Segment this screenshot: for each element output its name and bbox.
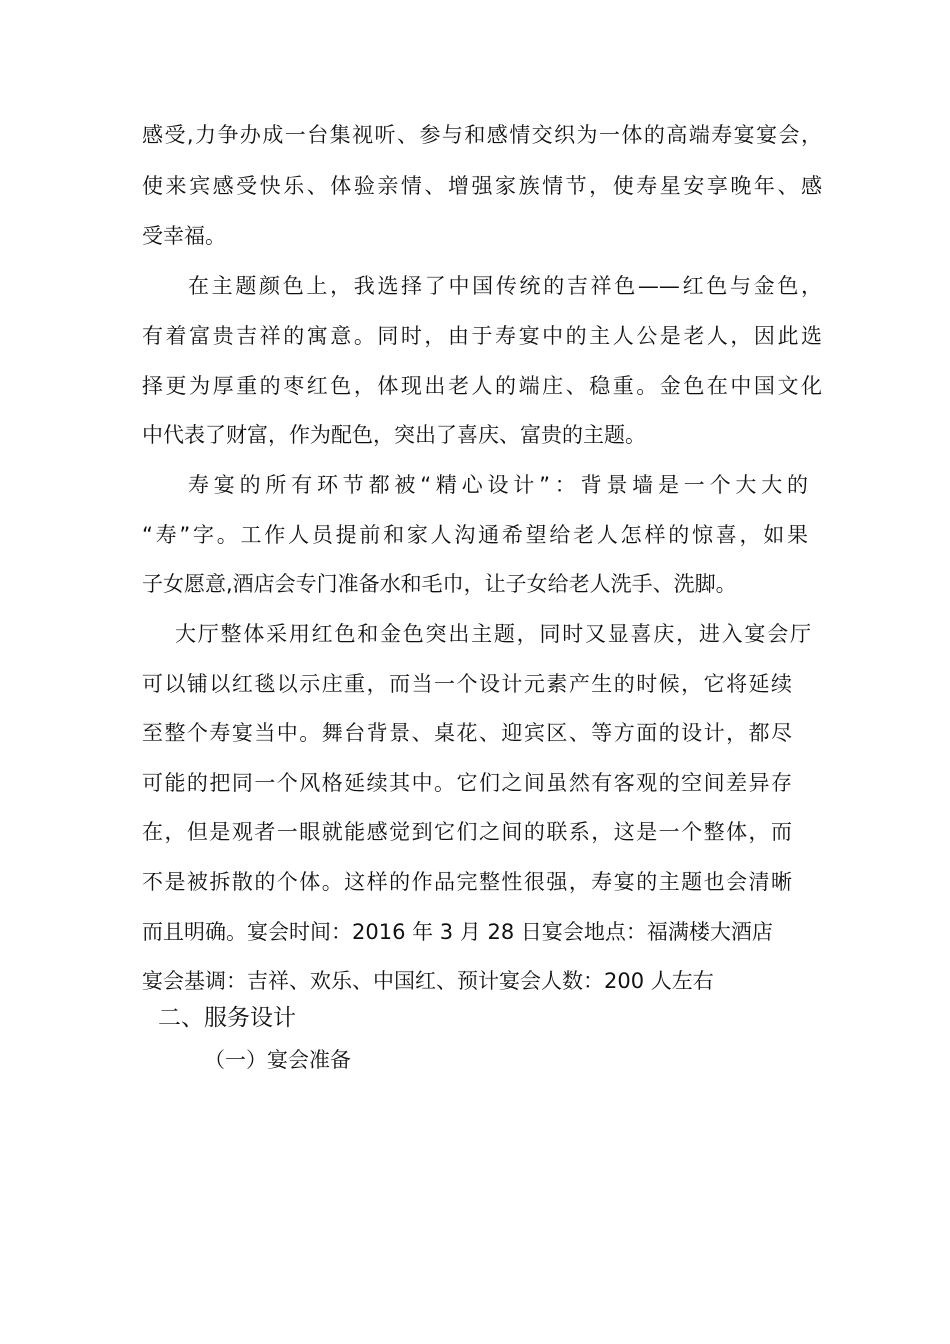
paragraph-1-line-3: 受幸福。 [142, 224, 226, 248]
paragraph-2-line-2: 有着富贵吉祥的寓意。同时，由于寿宴中的主人公是老人，因此选 [142, 324, 822, 348]
paragraph-3-line-2: “寿”字。工作人员提前和家人沟通希望给老人怎样的惊喜，如果 [142, 523, 808, 547]
paragraph-4-line-6: 不是被拆散的个体。这样的作品完整性很强，寿宴的主题也会清晰 [142, 870, 792, 894]
paragraph-4-line-4: 可能的把同一个风格延续其中。它们之间虽然有客观的空间差异存 [142, 771, 792, 795]
section-heading: 二、服务设计 [158, 1005, 296, 1031]
paragraph-4-line-2: 可以铺以红毯以示庄重，而当一个设计元素产生的时候，它将延续 [142, 672, 792, 696]
paragraph-4-line-1: 大厅整体采用红色和金色突出主题，同时又显喜庆，进入宴会厅 [175, 622, 811, 646]
paragraph-2-line-4: 中代表了财富，作为配色，突出了喜庆、富贵的主题。 [142, 423, 646, 447]
paragraph-2-line-3: 择更为厚重的枣红色，体现出老人的端庄、稳重。金色在中国文化 [142, 374, 822, 398]
paragraph-1-line-1: 感受,力争办成一台集视听、参与和感情交织为一体的高端寿宴宴会， [142, 123, 822, 147]
paragraph-2-line-1: 在主题颜色上，我选择了中国传统的吉祥色——红色与金色， [188, 274, 822, 298]
paragraph-4-line-5: 在，但是观者一眼就能感觉到它们之间的联系，这是一个整体，而 [142, 820, 792, 844]
paragraph-3-line-1: 寿宴的所有环节都被“精心设计”：背景墙是一个大大的 [188, 473, 808, 497]
paragraph-4-line-8: 宴会基调：吉祥、欢乐、中国红、预计宴会人数：200 人左右 [142, 969, 714, 993]
paragraph-3-line-3: 子女愿意,酒店会专门准备水和毛巾，让子女给老人洗手、洗脚。 [142, 572, 737, 596]
paragraph-4-line-7: 而且明确。宴会时间：2016 年 3 月 28 日宴会地点：福满楼大酒店 [142, 920, 773, 944]
subsection-heading: （一）宴会准备 [204, 1048, 351, 1072]
paragraph-1-line-2: 使来宾感受快乐、体验亲情、增强家族情节，使寿星安享晚年、感 [142, 174, 822, 198]
paragraph-4-line-3: 至整个寿宴当中。舞台背景、桌花、迎宾区、等方面的设计，都尽 [142, 721, 792, 745]
